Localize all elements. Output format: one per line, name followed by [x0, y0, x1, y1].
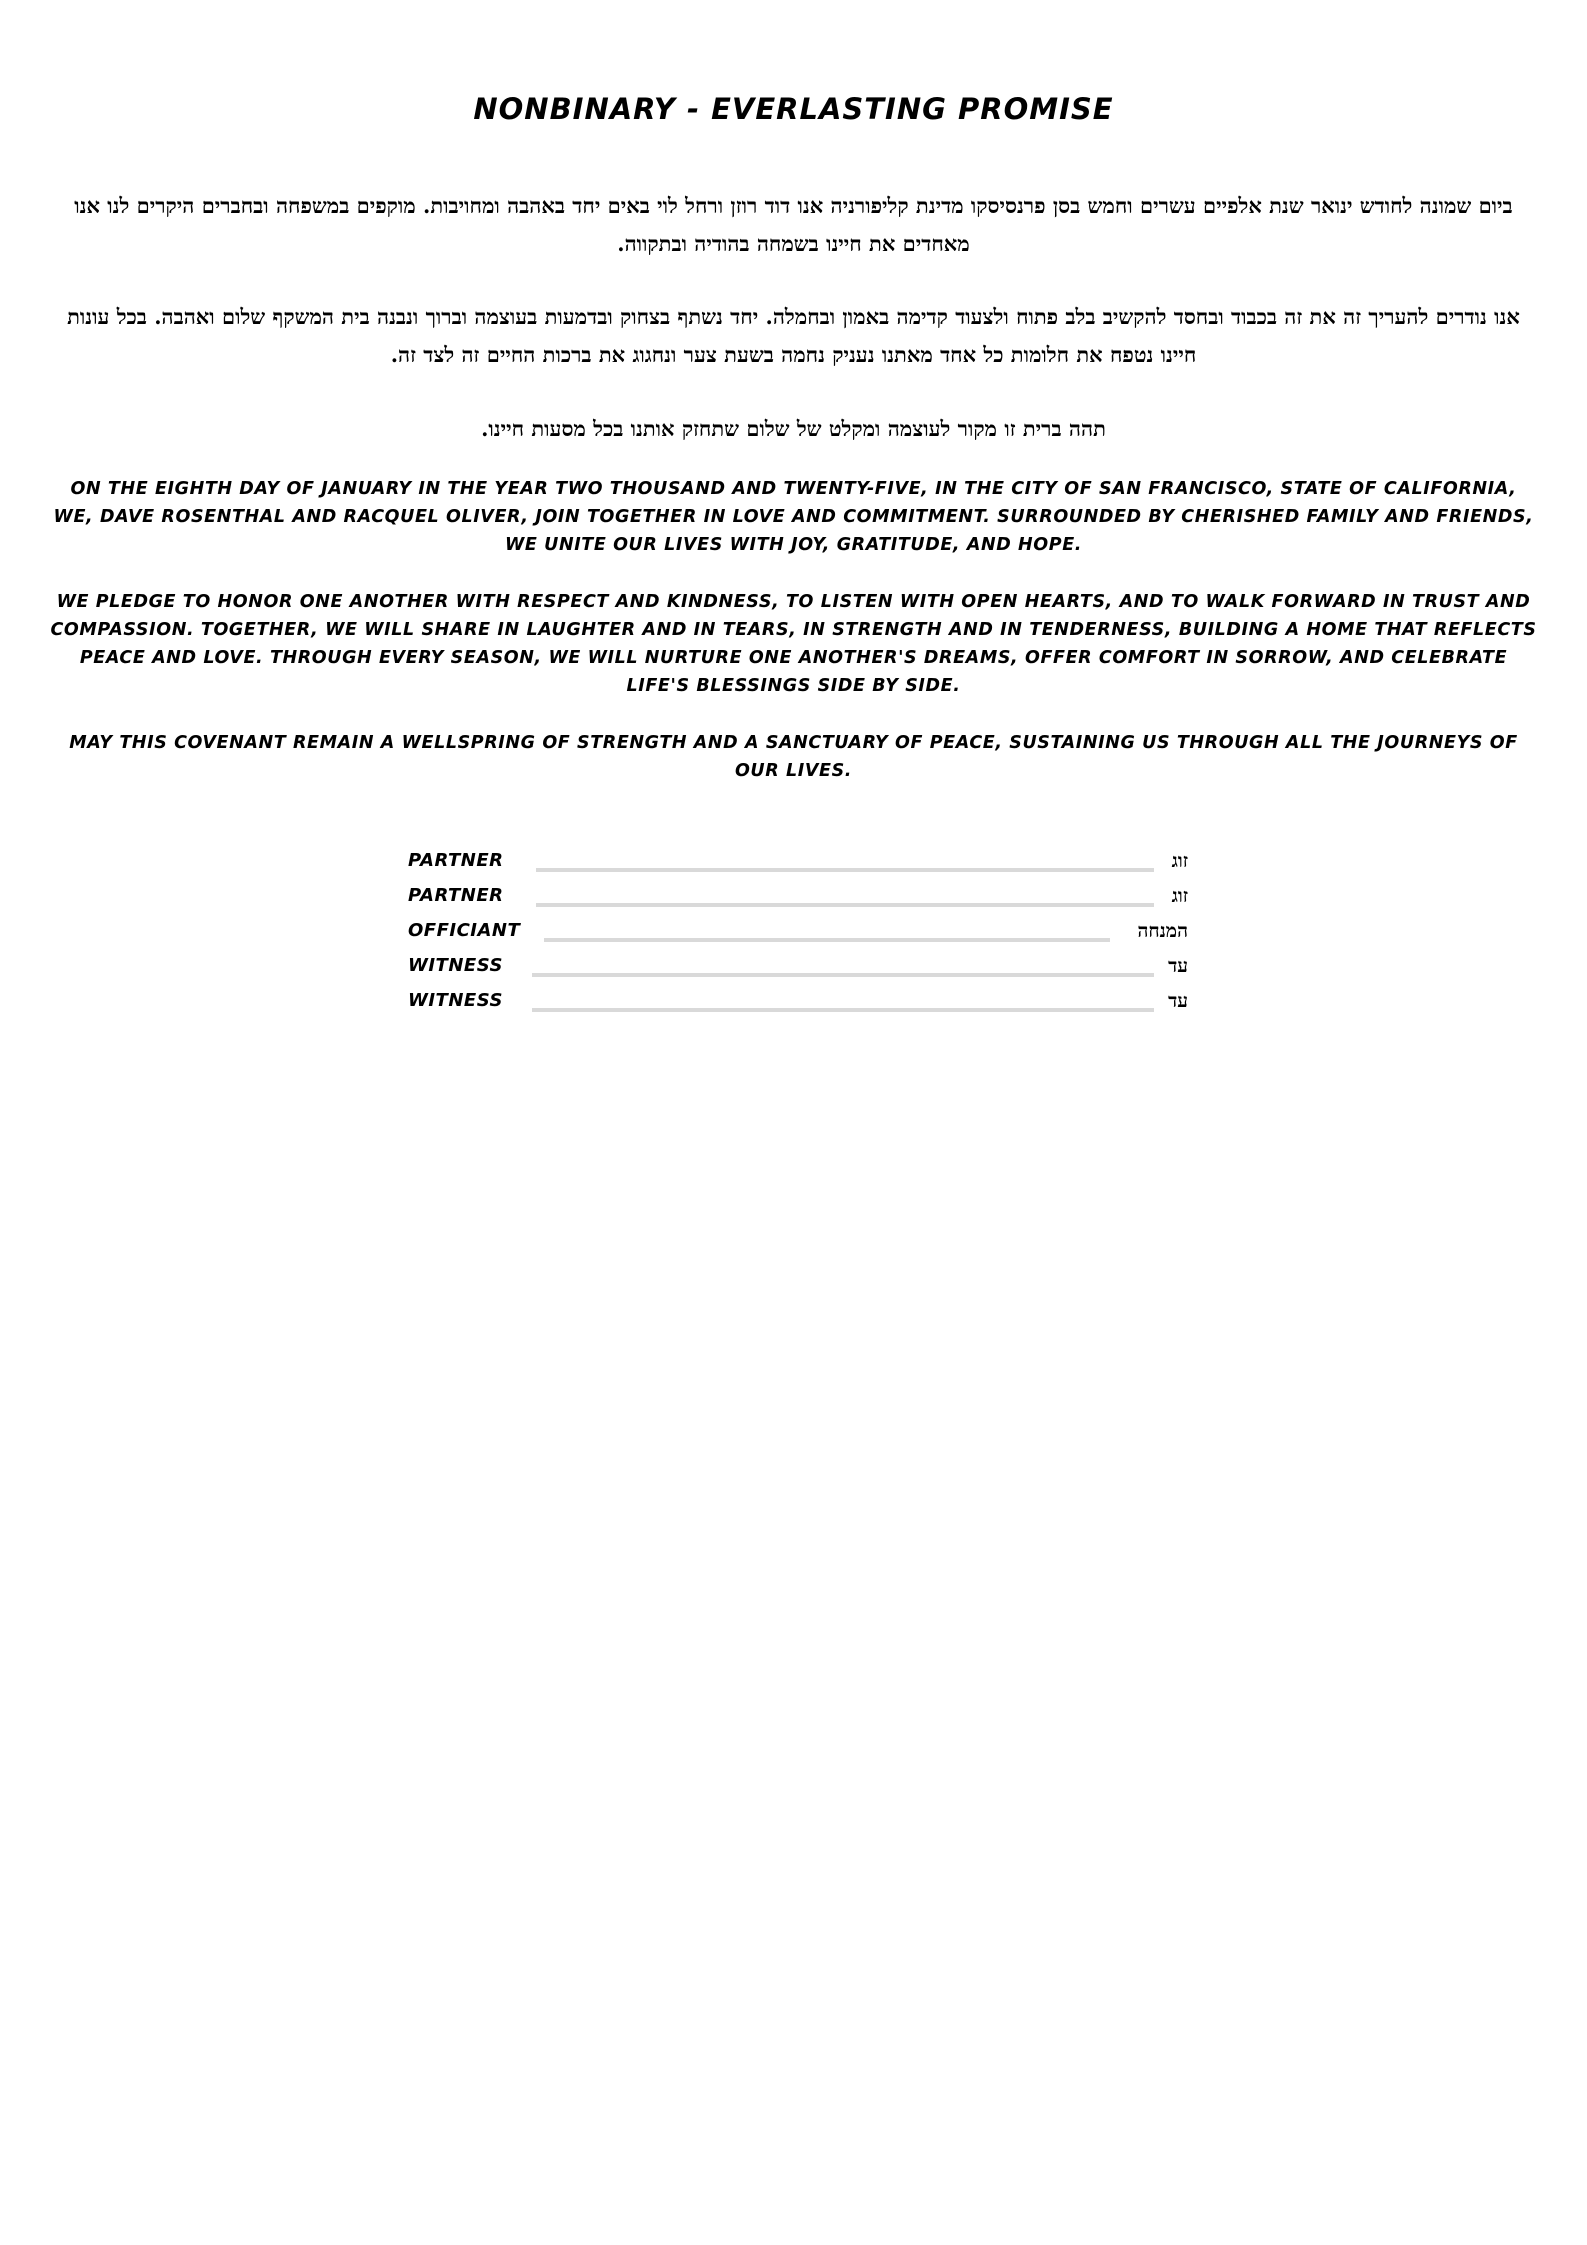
signature-line[interactable]	[544, 938, 1110, 942]
signature-label: OFFICIANT	[408, 920, 521, 941]
hebrew-paragraph-3: תהה ברית זו מקור לעוצמה ומקלט של שלום שתחזק אותנו בכל מסעות חיינו.	[481, 416, 1106, 441]
signature-line[interactable]	[532, 973, 1154, 977]
signature-label: PARTNER	[408, 885, 504, 906]
signature-line[interactable]	[536, 903, 1154, 907]
english-paragraph-2: WE PLEDGE TO HONOR ONE ANOTHER WITH RESPECT AND KINDNESS, TO LISTEN WITH OPEN HEARTS, AND TO WALK FORWARD IN TRUST AND COMPASSION. TOGETHER, WE WILL SHARE IN LAUGHTER AND IN TEARS, IN STRENGTH AND IN TENDERNESS, BUILDING A HOME THAT REFLECTS PEACE AND LOVE. THROUGH EVERY SEASON, WE WILL NURTURE ONE ANOTHER'S DREAMS, OFFER COMFORT IN SORROW, AND CELEBRATE LIFE'S BLESSINGS SIDE BY SIDE.	[50, 592, 1537, 696]
signature-label: WITNESS	[408, 955, 503, 976]
hebrew-paragraph-1: ביום שמונה לחודש ינואר שנת אלפיים עשרים וחמש בסן פרנסיסקו מדינת קליפורניה אנו דוד רוזן ורחל לוי באים יחד באהבה ומחויבות. מוקפים במשפחה ובחברים היקרים לנו אנו מאחדים את חיינו בשמחה בהודיה ובתקווה.	[74, 193, 1513, 256]
signature-row-witness-2	[408, 988, 1188, 1023]
signature-block	[408, 848, 1188, 1023]
signature-label: PARTNER	[408, 850, 504, 871]
signature-row-partner-1	[408, 848, 1188, 883]
signature-label-hebrew: המנחה	[1137, 920, 1188, 942]
signature-line[interactable]	[536, 868, 1154, 872]
signature-row-officiant	[408, 918, 1188, 953]
hebrew-paragraph-2: אנו נודרים להעריך זה את זה בכבוד ובחסד להקשיב בלב פתוח ולצעוד קדימה באמון ובחמלה. יחד נשתף בצחוק ובדמעות בעוצמה וברוך ונבנה בית המשקף שלום ואהבה. בכל עונות חיינו נטפח את חלומות כל אחד מאתנו נעניק נחמה בשעת צער ונחגוג את ברכות החיים זה לצד זה.	[67, 304, 1520, 367]
signature-label: WITNESS	[408, 990, 503, 1011]
signature-line[interactable]	[532, 1008, 1154, 1012]
english-paragraph-3: MAY THIS COVENANT REMAIN A WELLSPRING OF STRENGTH AND A SANCTUARY OF PEACE, SUSTAINING US THROUGH ALL THE JOURNEYS OF OUR LIVES.	[69, 733, 1518, 781]
signature-label-hebrew: עד	[1168, 990, 1188, 1012]
signature-label-hebrew: זוג	[1171, 885, 1188, 907]
signature-label-hebrew: זוג	[1171, 850, 1188, 872]
signature-row-witness-1	[408, 953, 1188, 988]
signature-row-partner-2	[408, 883, 1188, 918]
signature-label-hebrew: עד	[1168, 955, 1188, 977]
english-paragraph-1: ON THE EIGHTH DAY OF JANUARY IN THE YEAR TWO THOUSAND AND TWENTY-FIVE, IN THE CITY OF SAN FRANCISCO, STATE OF CALIFORNIA, WE, DAVE ROSENTHAL AND RACQUEL OLIVER, JOIN TOGETHER IN LOVE AND COMMITMENT. SURROUNDED BY CHERISHED FAMILY AND FRIENDS, WE UNITE OUR LIVES WITH JOY, GRATITUDE, AND HOPE.	[53, 479, 1534, 555]
document-title: NONBINARY - EVERLASTING PROMISE	[473, 92, 1114, 126]
